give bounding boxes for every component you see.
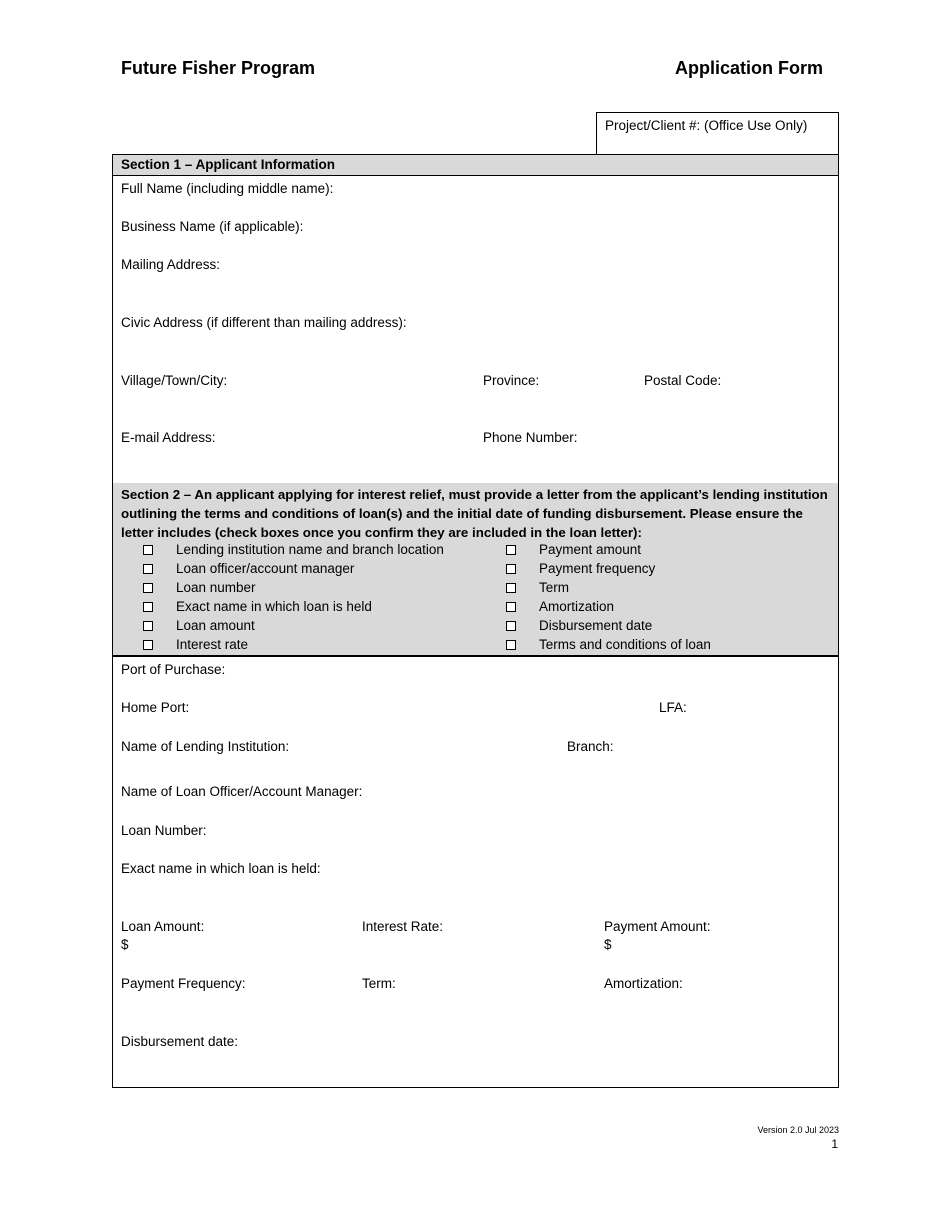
checkbox-terms-conditions[interactable] [506,640,516,650]
full-name-label: Full Name (including middle name): [121,181,334,196]
home-port-field[interactable] [112,695,652,735]
office-use-label: Project/Client #: (Office Use Only) [605,118,808,133]
checklist-item: Loan number [176,580,256,595]
checkbox-loan-amount[interactable] [143,621,153,631]
amortization-field[interactable] [596,971,839,1030]
lfa-label: LFA: [659,700,687,715]
checkbox-exact-name[interactable] [143,602,153,612]
email-field[interactable] [112,425,476,484]
interest-rate-field[interactable] [354,914,597,972]
civic-address-label: Civic Address (if different than mailing address): [121,315,407,330]
program-title: Future Fisher Program [121,58,316,78]
checklist-item: Loan officer/account manager [176,561,355,576]
checklist-item: Loan amount [176,618,255,633]
checklist-item: Lending institution name and branch location [176,542,444,557]
checklist-item: Term [539,580,569,595]
checklist-item: Amortization [539,599,615,614]
checkbox-amortization[interactable] [506,602,516,612]
interest-rate-label: Interest Rate: [362,919,444,934]
checkbox-interest-rate[interactable] [143,640,153,650]
version-text: Version 2.0 Jul 2023 [757,1125,839,1135]
term-label: Term: [362,976,396,991]
checklist-item: Interest rate [176,637,249,652]
business-name-field[interactable] [112,214,839,253]
loan-amount-label: Loan Amount: [121,919,205,934]
payment-amount-label: Payment Amount: [604,919,711,934]
business-name-label: Business Name (if applicable): [121,219,304,234]
province-field[interactable] [475,368,637,426]
province-label: Province: [483,373,540,388]
loan-amount-currency: $ [121,937,129,952]
payment-amount-currency: $ [604,937,612,952]
checklist-item: Exact name in which loan is held [176,599,372,614]
postal-code-label: Postal Code: [644,373,722,388]
section1-title-text: Section 1 – Applicant Information [121,157,336,172]
checkbox-disbursement-date[interactable] [506,621,516,631]
checkbox-loan-number[interactable] [143,583,153,593]
phone-label: Phone Number: [483,430,578,445]
full-name-field[interactable] [112,176,839,215]
term-field[interactable] [354,971,597,1030]
checklist-item: Payment amount [539,542,642,557]
branch-field[interactable] [559,734,839,780]
home-port-label: Home Port: [121,700,190,715]
checklist-item: Terms and conditions of loan [539,637,711,652]
payment-frequency-field[interactable] [112,971,355,1030]
exact-name-label: Exact name in which loan is held: [121,861,321,876]
section1-title [112,154,839,176]
checklist-item: Payment frequency [539,561,656,576]
port-of-purchase-field[interactable] [112,657,839,696]
exact-name-field[interactable] [112,856,839,915]
page-number: 1 [831,1137,838,1151]
amortization-label: Amortization: [604,976,683,991]
disbursement-date-label: Disbursement date: [121,1034,239,1049]
phone-field[interactable] [475,425,839,484]
section2-intro: Section 2 – An applicant applying for interest relief, must provide a letter from the applicant’s lending institution outlining the terms and conditions of loan(s) and the initial date of funding disbursement. Please ensure the letter includes (check boxes once you confirm they are included in the loan letter): [121,487,828,540]
mailing-address-label: Mailing Address: [121,257,221,272]
loan-number-label: Loan Number: [121,823,207,838]
lending-institution-field[interactable] [112,734,560,780]
payment-frequency-label: Payment Frequency: [121,976,246,991]
postal-code-field[interactable] [636,368,839,426]
loan-amount-field[interactable] [112,914,355,972]
loan-number-field[interactable] [112,818,839,857]
port-of-purchase-label: Port of Purchase: [121,662,226,677]
payment-amount-field[interactable] [596,914,839,972]
form-title: Application Form [675,58,823,78]
lending-institution-label: Name of Lending Institution: [121,739,290,754]
checkbox-payment-amount[interactable] [506,545,516,555]
loan-officer-label: Name of Loan Officer/Account Manager: [121,784,363,799]
email-label: E-mail Address: [121,430,216,445]
checkbox-payment-frequency[interactable] [506,564,516,574]
checkbox-lending-institution[interactable] [143,545,153,555]
checkbox-term[interactable] [506,583,516,593]
branch-label: Branch: [567,739,614,754]
loan-officer-field[interactable] [112,779,839,819]
village-field[interactable] [112,368,476,426]
lfa-field[interactable] [651,695,839,735]
checklist-item: Disbursement date [539,618,653,633]
checkbox-loan-officer[interactable] [143,564,153,574]
civic-address-field[interactable] [112,310,839,369]
disbursement-date-field[interactable] [112,1029,839,1088]
village-label: Village/Town/City: [121,373,228,388]
mailing-address-field[interactable] [112,252,839,311]
office-use-field[interactable] [596,112,839,155]
